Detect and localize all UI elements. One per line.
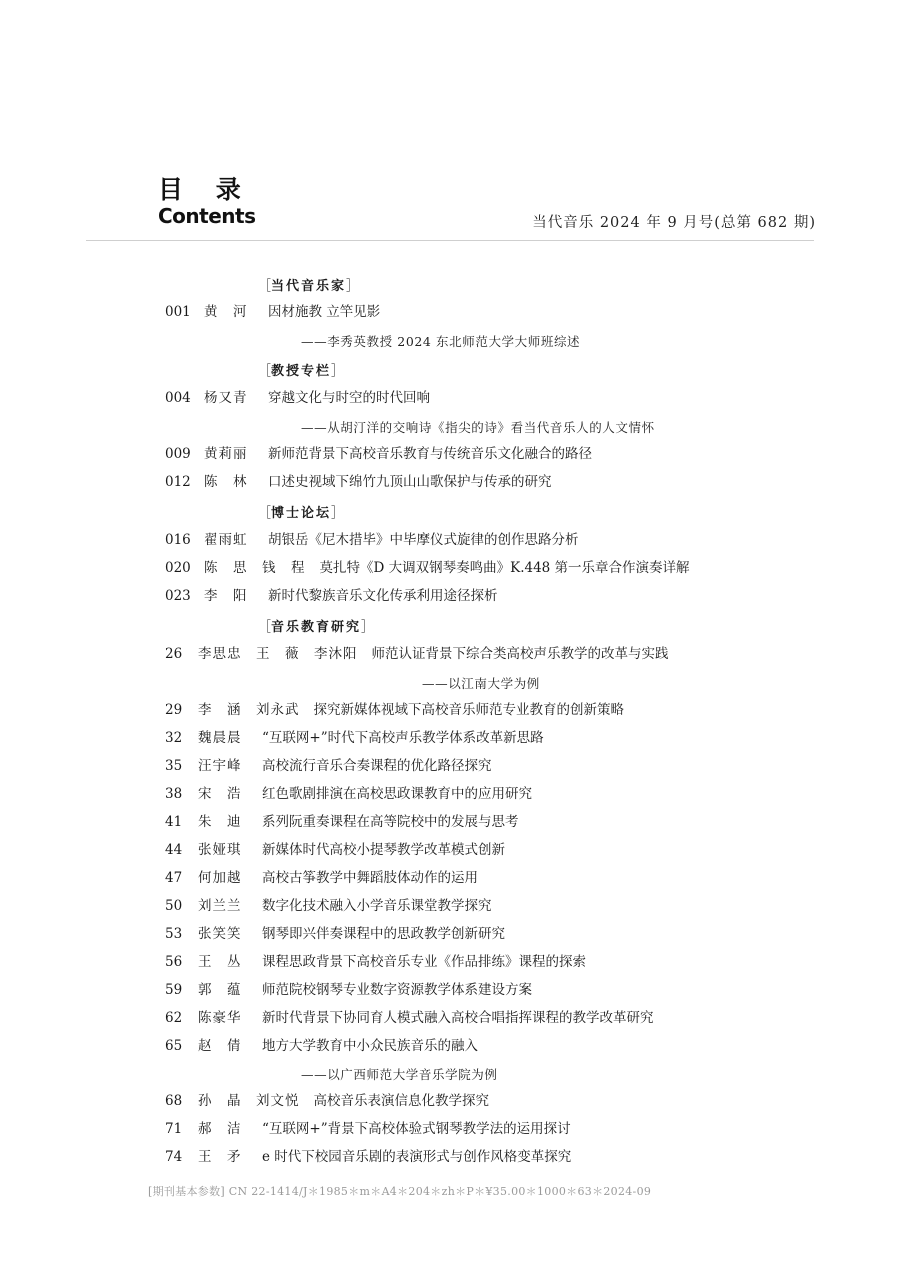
- page-number: 009: [165, 446, 191, 462]
- page-number: 68: [165, 1093, 183, 1109]
- toc-entry[interactable]: [165, 445, 592, 463]
- entry-title: 高校流行音乐合奏课程的优化路径探究: [262, 758, 492, 774]
- section-name: 音乐教育研究: [271, 620, 362, 635]
- section-heading: [258, 275, 359, 294]
- toc-entry[interactable]: [165, 953, 586, 971]
- section-heading: [258, 360, 344, 379]
- entry-title: 穿越文化与时空的时代回响: [268, 390, 430, 406]
- bracket-left: ［: [258, 506, 272, 521]
- entry-title: “互联网+”时代下高校声乐教学体系改革新思路: [262, 730, 544, 746]
- toc-entry[interactable]: [165, 645, 669, 663]
- bracket-right: ］: [361, 620, 375, 635]
- entry-subtitle: ——李秀英教授 2024 东北师范大学大师班综述: [301, 334, 581, 349]
- bracket-right: ］: [331, 364, 345, 379]
- entry-author: 汪宇峰: [198, 758, 242, 774]
- entry-subtitle: ——以江南大学为例: [422, 676, 540, 691]
- page-number: 023: [165, 588, 191, 604]
- bracket-right: ］: [346, 279, 360, 294]
- bracket-right: ］: [331, 506, 345, 521]
- section-heading: [258, 502, 344, 521]
- entry-title: 数字化技术融入小学音乐课堂教学探究: [262, 898, 492, 914]
- page-number: 29: [165, 702, 183, 718]
- journal-parameters: [期刊基本参数] CN 22-1414/J＊1985＊m＊A4＊204＊zh＊P＊¥35.00＊1000＊63＊2024-09: [148, 1185, 652, 1198]
- toc-entry[interactable]: [165, 841, 505, 859]
- entry-author: 黄 河: [204, 304, 248, 320]
- toc-entry[interactable]: [165, 925, 505, 943]
- page-number: 020: [165, 560, 191, 576]
- entry-author: 魏晨晨: [198, 730, 242, 746]
- bracket-left: ［: [258, 620, 272, 635]
- bracket-left: ［: [258, 279, 272, 294]
- page-number: 35: [165, 758, 183, 774]
- page-number: 65: [165, 1038, 183, 1054]
- entry-author: 刘兰兰: [198, 898, 242, 914]
- section-heading: [258, 616, 374, 635]
- page-number: 26: [165, 646, 183, 662]
- toc-entry[interactable]: [165, 897, 492, 915]
- page-number: 016: [165, 532, 191, 548]
- entry-title: 师范认证背景下综合类高校声乐教学的改革与实践: [371, 646, 669, 662]
- section-name: 当代音乐家: [271, 279, 347, 294]
- page-number: 50: [165, 898, 183, 914]
- toc-entry[interactable]: [165, 813, 519, 831]
- bracket-left: ［: [258, 364, 272, 379]
- toc-entry[interactable]: [165, 757, 492, 775]
- page-number: 56: [165, 954, 183, 970]
- page-number: 41: [165, 814, 183, 830]
- entry-title: 高校音乐表演信息化教学探究: [313, 1093, 489, 1109]
- toc-entry[interactable]: [165, 729, 544, 747]
- toc-entry[interactable]: [165, 473, 552, 491]
- entry-title: 课程思政背景下高校音乐专业《作品排练》课程的探索: [262, 954, 586, 970]
- toc-entry[interactable]: [165, 1009, 654, 1027]
- entry-author: 张笑笑: [198, 926, 242, 942]
- toc-entry[interactable]: [165, 587, 498, 605]
- toc-entry[interactable]: [165, 1037, 478, 1055]
- page-number: 53: [165, 926, 183, 942]
- toc-entry[interactable]: [165, 981, 532, 999]
- entry-author: 郭 蕴: [198, 982, 242, 998]
- entry-author: 杨又青: [204, 390, 248, 406]
- entry-author: 李 涵 刘永武: [198, 702, 300, 718]
- contents-title-cn: 目 录: [158, 175, 253, 204]
- entry-title: 新媒体时代高校小提琴教学改革模式创新: [262, 842, 505, 858]
- entry-author: 王 矛: [198, 1149, 242, 1165]
- entry-title: 钢琴即兴伴奏课程中的思政教学创新研究: [262, 926, 505, 942]
- toc-entry[interactable]: [165, 1120, 571, 1138]
- entry-subtitle: ——从胡汀洋的交响诗《指尖的诗》看当代音乐人的人文情怀: [301, 420, 655, 435]
- page-number: 012: [165, 474, 191, 490]
- page-number: 44: [165, 842, 183, 858]
- entry-author: 翟雨虹: [204, 532, 248, 548]
- page-number: 32: [165, 730, 183, 746]
- entry-subtitle: ——以广西师范大学音乐学院为例: [301, 1067, 498, 1082]
- entry-author: 王 丛: [198, 954, 242, 970]
- toc-entry[interactable]: [165, 1092, 489, 1110]
- entry-title: 新师范背景下高校音乐教育与传统音乐文化融合的路径: [268, 446, 592, 462]
- page-number: 004: [165, 390, 191, 406]
- toc-entry[interactable]: [165, 869, 478, 887]
- section-name: 博士论坛: [271, 506, 332, 521]
- toc-entry[interactable]: [165, 785, 532, 803]
- page-number: 47: [165, 870, 183, 886]
- entry-author: 陈 林: [204, 474, 248, 490]
- issue-info: 当代音乐 2024 年 9 月号(总第 682 期): [532, 215, 816, 231]
- entry-author: 郝 洁: [198, 1121, 242, 1137]
- page-number: 001: [165, 304, 191, 320]
- page-number: 59: [165, 982, 183, 998]
- entry-author: 孙 晶 刘文悦: [198, 1093, 300, 1109]
- entry-title: 新时代背景下协同育人模式融入高校合唱指挥课程的教学改革研究: [262, 1010, 654, 1026]
- contents-title-en: Contents: [158, 204, 256, 228]
- page-number: 74: [165, 1149, 183, 1165]
- toc-entry[interactable]: [165, 559, 690, 577]
- toc-entry[interactable]: [165, 701, 624, 719]
- entry-title: 探究新媒体视域下高校音乐师范专业教育的创新策略: [313, 702, 624, 718]
- entry-title: 师范院校钢琴专业数字资源教学体系建设方案: [262, 982, 532, 998]
- entry-title: 系列阮重奏课程在高等院校中的发展与思考: [262, 814, 519, 830]
- entry-author: 朱 迪: [198, 814, 242, 830]
- entry-author: 李 阳: [204, 588, 248, 604]
- toc-entry[interactable]: [165, 389, 430, 407]
- entry-title: 红色歌剧排演在高校思政课教育中的应用研究: [262, 786, 532, 802]
- entry-title: 高校古筝教学中舞蹈肢体动作的运用: [262, 870, 478, 886]
- entry-title: 口述史视域下绵竹九顶山山歌保护与传承的研究: [268, 474, 552, 490]
- toc-entry[interactable]: [165, 1148, 571, 1166]
- entry-author: 李思忠 王 薇 李沐阳: [198, 646, 358, 662]
- entry-author: 陈 思 钱 程: [204, 560, 306, 576]
- page-number: 71: [165, 1121, 183, 1137]
- section-name: 教授专栏: [271, 364, 332, 379]
- entry-title: 莫扎特《D 大调双钢琴奏鸣曲》K.448 第一乐章合作演奏详解: [319, 560, 690, 576]
- entry-title: e 时代下校园音乐剧的表演形式与创作风格变革探究: [262, 1149, 572, 1165]
- entry-author: 陈豪华: [198, 1010, 242, 1026]
- toc-entry[interactable]: [165, 531, 579, 549]
- entry-author: 何加越: [198, 870, 242, 886]
- entry-title: 地方大学教育中小众民族音乐的融入: [262, 1038, 478, 1054]
- entry-title: 因材施教 立竿见影: [268, 304, 381, 320]
- entry-author: 张娅琪: [198, 842, 242, 858]
- entry-author: 宋 浩: [198, 786, 242, 802]
- entry-author: 赵 倩: [198, 1038, 242, 1054]
- entry-title: “互联网+”背景下高校体验式钢琴教学法的运用探讨: [262, 1121, 571, 1137]
- page-number: 38: [165, 786, 183, 802]
- entry-title: 胡银岳《尼木措毕》中毕摩仪式旋律的创作思路分析: [268, 532, 579, 548]
- entry-author: 黄莉丽: [204, 446, 248, 462]
- entry-title: 新时代黎族音乐文化传承利用途径探析: [268, 588, 498, 604]
- toc-entry[interactable]: [165, 303, 380, 321]
- page-number: 62: [165, 1010, 183, 1026]
